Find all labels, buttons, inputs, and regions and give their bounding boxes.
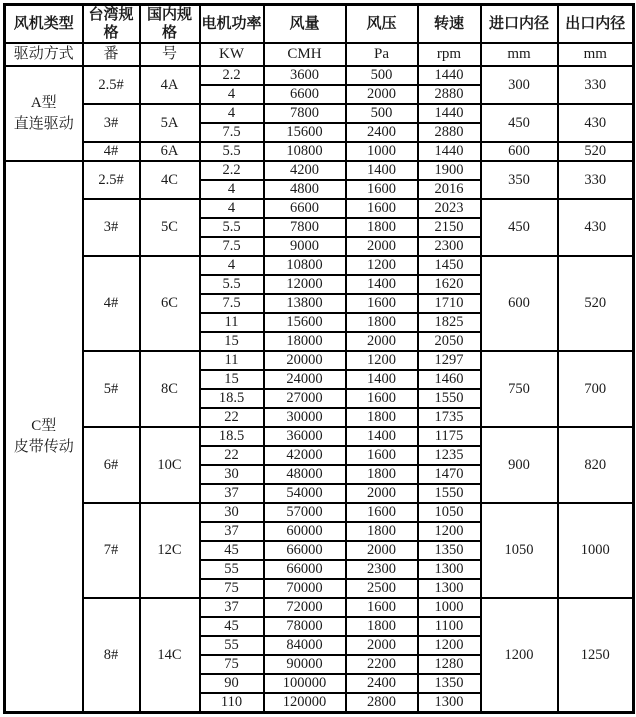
pressure-cell: 2400: [346, 674, 418, 693]
airflow-cell: 84000: [264, 636, 346, 655]
header-taiwan-spec: 台湾规格: [83, 5, 140, 44]
taiwan-spec-cell: 7#: [83, 503, 140, 598]
pressure-cell: 1600: [346, 294, 418, 313]
header-domestic-spec: 国内规格: [140, 5, 200, 44]
airflow-cell: 36000: [264, 427, 346, 446]
kw-cell: 7.5: [200, 294, 264, 313]
kw-cell: 22: [200, 408, 264, 427]
pressure-cell: 500: [346, 104, 418, 123]
spec-row: [5, 199, 634, 218]
outlet-diameter-cell: 1250: [558, 598, 634, 713]
speed-cell: 1175: [418, 427, 481, 446]
airflow-cell: 54000: [264, 484, 346, 503]
unit-domestic: 号: [140, 43, 200, 66]
pressure-cell: 2500: [346, 579, 418, 598]
pressure-cell: 1400: [346, 370, 418, 389]
outlet-diameter-cell: 700: [558, 351, 634, 427]
pressure-cell: 2000: [346, 636, 418, 655]
taiwan-spec-cell: 8#: [83, 598, 140, 713]
outlet-diameter-cell: 330: [558, 66, 634, 104]
pressure-cell: 2000: [346, 484, 418, 503]
header-motor-power: 电机功率: [200, 5, 264, 44]
speed-cell: 1550: [418, 484, 481, 503]
airflow-cell: 27000: [264, 389, 346, 408]
spec-row: [5, 104, 634, 123]
speed-cell: 2150: [418, 218, 481, 237]
pressure-cell: 1800: [346, 465, 418, 484]
speed-cell: 1900: [418, 161, 481, 180]
pressure-cell: 1800: [346, 218, 418, 237]
pressure-cell: 1800: [346, 617, 418, 636]
kw-cell: 45: [200, 541, 264, 560]
unit-rpm: rpm: [418, 43, 481, 66]
domestic-spec-cell: 5A: [140, 104, 200, 142]
speed-cell: 1300: [418, 693, 481, 713]
speed-cell: 1235: [418, 446, 481, 465]
taiwan-spec-cell: 2.5#: [83, 66, 140, 104]
airflow-cell: 30000: [264, 408, 346, 427]
speed-cell: 2016: [418, 180, 481, 199]
kw-cell: 37: [200, 598, 264, 617]
airflow-cell: 15600: [264, 313, 346, 332]
inlet-diameter-cell: 750: [481, 351, 558, 427]
speed-cell: 1300: [418, 579, 481, 598]
speed-cell: 1440: [418, 104, 481, 123]
kw-cell: 4: [200, 104, 264, 123]
speed-cell: 1460: [418, 370, 481, 389]
kw-cell: 45: [200, 617, 264, 636]
kw-cell: 2.2: [200, 161, 264, 180]
kw-cell: 5.5: [200, 275, 264, 294]
inlet-diameter-cell: 1200: [481, 598, 558, 713]
pressure-cell: 2800: [346, 693, 418, 713]
pressure-cell: 2000: [346, 541, 418, 560]
airflow-cell: 120000: [264, 693, 346, 713]
airflow-cell: 12000: [264, 275, 346, 294]
airflow-cell: 70000: [264, 579, 346, 598]
fan-type-line: 直连驱动: [13, 115, 74, 132]
taiwan-spec-cell: 2.5#: [83, 161, 140, 199]
domestic-spec-cell: 12C: [140, 503, 200, 598]
airflow-cell: 66000: [264, 541, 346, 560]
unit-taiwan: 番: [83, 43, 140, 66]
pressure-cell: 1800: [346, 408, 418, 427]
pressure-cell: 1200: [346, 256, 418, 275]
speed-cell: 1735: [418, 408, 481, 427]
speed-cell: 2050: [418, 332, 481, 351]
header-inlet-diameter: 进口内径: [481, 5, 558, 44]
pressure-cell: 1600: [346, 598, 418, 617]
speed-cell: 1297: [418, 351, 481, 370]
outlet-diameter-cell: 330: [558, 161, 634, 199]
kw-cell: 7.5: [200, 237, 264, 256]
airflow-cell: 3600: [264, 66, 346, 85]
airflow-cell: 15600: [264, 123, 346, 142]
outlet-diameter-cell: 430: [558, 104, 634, 142]
unit-pa: Pa: [346, 43, 418, 66]
airflow-cell: 57000: [264, 503, 346, 522]
kw-cell: 110: [200, 693, 264, 713]
kw-cell: 4: [200, 180, 264, 199]
kw-cell: 55: [200, 636, 264, 655]
kw-cell: 75: [200, 579, 264, 598]
domestic-spec-cell: 6C: [140, 256, 200, 351]
kw-cell: 18.5: [200, 389, 264, 408]
taiwan-spec-cell: 4#: [83, 142, 140, 161]
spec-row: [5, 256, 634, 275]
inlet-diameter-cell: 900: [481, 427, 558, 503]
kw-cell: 15: [200, 370, 264, 389]
speed-cell: 2300: [418, 237, 481, 256]
speed-cell: 1200: [418, 636, 481, 655]
speed-cell: 1440: [418, 66, 481, 85]
pressure-cell: 1400: [346, 161, 418, 180]
pressure-cell: 1000: [346, 142, 418, 161]
pressure-cell: 1600: [346, 503, 418, 522]
kw-cell: 4: [200, 85, 264, 104]
pressure-cell: 1200: [346, 351, 418, 370]
kw-cell: 37: [200, 484, 264, 503]
pressure-cell: 2000: [346, 237, 418, 256]
airflow-cell: 60000: [264, 522, 346, 541]
fan-spec-table: [3, 3, 635, 714]
outlet-diameter-cell: 430: [558, 199, 634, 256]
speed-cell: 1550: [418, 389, 481, 408]
fan-type-line: A型: [30, 95, 57, 112]
kw-cell: 5.5: [200, 218, 264, 237]
spec-row: [5, 142, 634, 161]
units-row: [5, 43, 634, 66]
inlet-diameter-cell: 450: [481, 199, 558, 256]
spec-row: [5, 503, 634, 522]
inlet-diameter-cell: 300: [481, 66, 558, 104]
speed-cell: 1825: [418, 313, 481, 332]
header-row: [5, 5, 634, 44]
domestic-spec-cell: 8C: [140, 351, 200, 427]
airflow-cell: 20000: [264, 351, 346, 370]
fan-type-cell: [5, 66, 83, 161]
pressure-cell: 1400: [346, 275, 418, 294]
spec-row: [5, 427, 634, 446]
outlet-diameter-cell: 1000: [558, 503, 634, 598]
speed-cell: 1450: [418, 256, 481, 275]
airflow-cell: 6600: [264, 199, 346, 218]
speed-cell: 1100: [418, 617, 481, 636]
pressure-cell: 1800: [346, 522, 418, 541]
speed-cell: 1350: [418, 674, 481, 693]
pressure-cell: 2300: [346, 560, 418, 579]
taiwan-spec-cell: 6#: [83, 427, 140, 503]
kw-cell: 37: [200, 522, 264, 541]
pressure-cell: 1400: [346, 427, 418, 446]
airflow-cell: 72000: [264, 598, 346, 617]
kw-cell: 11: [200, 351, 264, 370]
fan-type-line: C型: [31, 418, 57, 435]
speed-cell: 2880: [418, 123, 481, 142]
taiwan-spec-cell: 4#: [83, 256, 140, 351]
taiwan-spec-cell: 5#: [83, 351, 140, 427]
pressure-cell: 500: [346, 66, 418, 85]
inlet-diameter-cell: 600: [481, 142, 558, 161]
kw-cell: 90: [200, 674, 264, 693]
domestic-spec-cell: 4A: [140, 66, 200, 104]
kw-cell: 4: [200, 199, 264, 218]
outlet-diameter-cell: 520: [558, 256, 634, 351]
airflow-cell: 10800: [264, 256, 346, 275]
pressure-cell: 1600: [346, 389, 418, 408]
inlet-diameter-cell: 1050: [481, 503, 558, 598]
domestic-spec-cell: 6A: [140, 142, 200, 161]
airflow-cell: 100000: [264, 674, 346, 693]
spec-row: [5, 598, 634, 617]
header-fan-type: 风机类型: [5, 5, 83, 44]
airflow-cell: 13800: [264, 294, 346, 313]
speed-cell: 2023: [418, 199, 481, 218]
domestic-spec-cell: 5C: [140, 199, 200, 256]
kw-cell: 22: [200, 446, 264, 465]
airflow-cell: 7800: [264, 104, 346, 123]
inlet-diameter-cell: 600: [481, 256, 558, 351]
kw-cell: 2.2: [200, 66, 264, 85]
kw-cell: 30: [200, 503, 264, 522]
speed-cell: 1620: [418, 275, 481, 294]
unit-kw: KW: [200, 43, 264, 66]
kw-cell: 18.5: [200, 427, 264, 446]
taiwan-spec-cell: 3#: [83, 199, 140, 256]
speed-cell: 1710: [418, 294, 481, 313]
pressure-cell: 1800: [346, 313, 418, 332]
outlet-diameter-cell: 820: [558, 427, 634, 503]
unit-inlet-mm: mm: [481, 43, 558, 66]
airflow-cell: 48000: [264, 465, 346, 484]
pressure-cell: 1600: [346, 180, 418, 199]
kw-cell: 75: [200, 655, 264, 674]
fan-type-line: 皮带传动: [13, 438, 74, 455]
header-outlet-diameter: 出口内径: [558, 5, 634, 44]
pressure-cell: 1600: [346, 446, 418, 465]
airflow-cell: 18000: [264, 332, 346, 351]
kw-cell: 55: [200, 560, 264, 579]
airflow-cell: 4800: [264, 180, 346, 199]
speed-cell: 1300: [418, 560, 481, 579]
domestic-spec-cell: 4C: [140, 161, 200, 199]
outlet-diameter-cell: 520: [558, 142, 634, 161]
airflow-cell: 7800: [264, 218, 346, 237]
airflow-cell: 24000: [264, 370, 346, 389]
spec-row: [5, 161, 634, 180]
fan-type-cell: [5, 161, 83, 713]
airflow-cell: 4200: [264, 161, 346, 180]
header-speed: 转速: [418, 5, 481, 44]
airflow-cell: 66000: [264, 560, 346, 579]
unit-drive-mode: 驱动方式: [5, 43, 83, 66]
domestic-spec-cell: 10C: [140, 427, 200, 503]
speed-cell: 1470: [418, 465, 481, 484]
unit-outlet-mm: mm: [558, 43, 634, 66]
airflow-cell: 10800: [264, 142, 346, 161]
speed-cell: 2880: [418, 85, 481, 104]
pressure-cell: 2000: [346, 85, 418, 104]
kw-cell: 30: [200, 465, 264, 484]
speed-cell: 1280: [418, 655, 481, 674]
kw-cell: 5.5: [200, 142, 264, 161]
speed-cell: 1050: [418, 503, 481, 522]
header-pressure: 风压: [346, 5, 418, 44]
airflow-cell: 6600: [264, 85, 346, 104]
airflow-cell: 9000: [264, 237, 346, 256]
pressure-cell: 1600: [346, 199, 418, 218]
header-airflow: 风量: [264, 5, 346, 44]
pressure-cell: 2200: [346, 655, 418, 674]
speed-cell: 1350: [418, 541, 481, 560]
spec-row: [5, 351, 634, 370]
pressure-cell: 2000: [346, 332, 418, 351]
airflow-cell: 42000: [264, 446, 346, 465]
speed-cell: 1200: [418, 522, 481, 541]
inlet-diameter-cell: 450: [481, 104, 558, 142]
speed-cell: 1440: [418, 142, 481, 161]
airflow-cell: 90000: [264, 655, 346, 674]
domestic-spec-cell: 14C: [140, 598, 200, 713]
kw-cell: 11: [200, 313, 264, 332]
inlet-diameter-cell: 350: [481, 161, 558, 199]
kw-cell: 7.5: [200, 123, 264, 142]
kw-cell: 4: [200, 256, 264, 275]
taiwan-spec-cell: 3#: [83, 104, 140, 142]
kw-cell: 15: [200, 332, 264, 351]
spec-row: [5, 66, 634, 85]
pressure-cell: 2400: [346, 123, 418, 142]
unit-cmh: CMH: [264, 43, 346, 66]
airflow-cell: 78000: [264, 617, 346, 636]
speed-cell: 1000: [418, 598, 481, 617]
